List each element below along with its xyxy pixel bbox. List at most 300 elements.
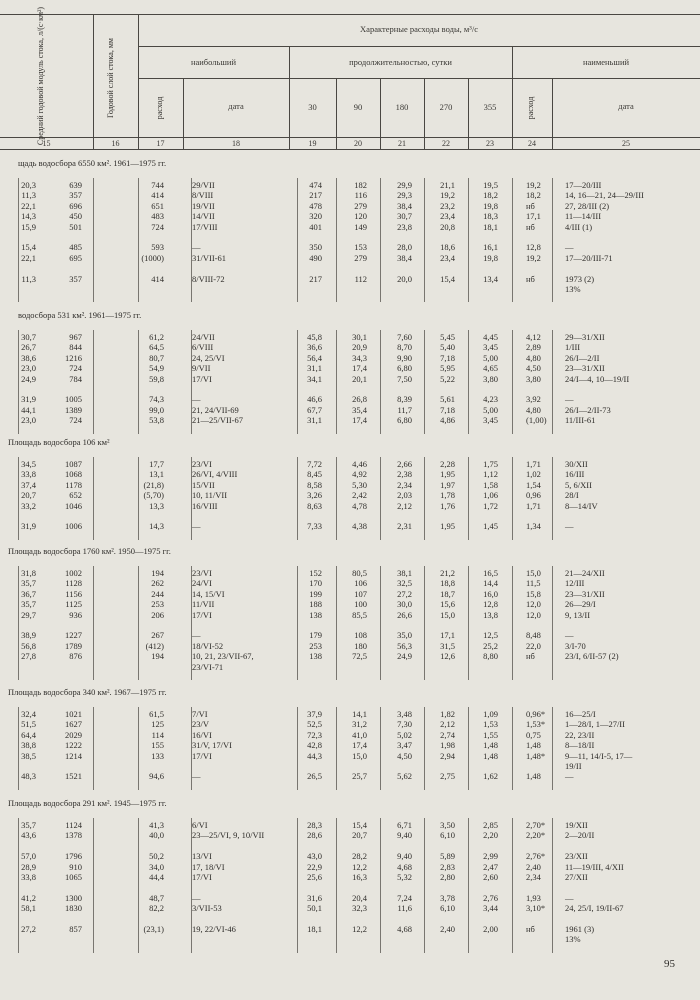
table-cell: 35,4 (352, 404, 367, 415)
table-cell: 6,10 (440, 830, 455, 841)
table-cell: 6/VI (192, 820, 208, 830)
table-cell: 1,54 (526, 479, 541, 490)
table-cell: 30,1 (352, 332, 367, 342)
table-cell: 1002 (65, 568, 82, 578)
section-title: Площадь водосбора 1760 км². 1950—1975 гг. (8, 546, 171, 556)
table-cell: 21,2 (440, 568, 455, 578)
column-rule (512, 178, 513, 302)
table-cell: 50,2 (149, 851, 164, 862)
table-cell: 279 (354, 252, 367, 263)
table-cell: 1,75 (483, 459, 498, 469)
table-cell: 1021 (65, 709, 82, 719)
column-rule (468, 457, 469, 540)
table-cell: 3,47 (397, 740, 412, 751)
table-cell: 27,2 (21, 924, 36, 934)
table-cell: 17,1 (526, 211, 541, 222)
table-cell: 19,8 (483, 200, 498, 211)
table-cell: 43,0 (307, 851, 322, 862)
table-cell: 1830 (65, 903, 82, 914)
table-cell: 27,8 (21, 651, 36, 662)
table-cell: 3,78 (440, 892, 455, 903)
table-cell: 244 (151, 588, 164, 599)
column-rule (552, 818, 553, 953)
table-cell: (5,70) (143, 490, 164, 501)
table-cell: 1961 (3) (565, 924, 595, 934)
table-cell: 21—24/XII (565, 568, 605, 578)
table-cell: 17,4 (352, 740, 367, 751)
table-cell: 1065 (65, 872, 82, 882)
table-cell: 1/III (565, 342, 581, 353)
table-cell: 1227 (65, 630, 82, 641)
table-cell: 8,58 (307, 479, 322, 490)
table-cell: 14, 15/VI (192, 588, 225, 599)
column-rule (552, 457, 553, 540)
table-cell: 19/XII (565, 820, 588, 830)
column-rule (380, 178, 381, 302)
table-cell: 1,71 (526, 459, 541, 469)
table-cell: 23—25/VI, 9, 10/VII (192, 830, 265, 841)
header-vline (138, 14, 139, 149)
table-cell: 1789 (65, 640, 82, 651)
table-cell: 695 (69, 252, 82, 263)
table-cell: 876 (69, 651, 82, 662)
column-rule (336, 566, 337, 680)
column-rule (93, 818, 94, 953)
table-cell: 784 (69, 373, 82, 384)
table-cell: 61,2 (149, 332, 164, 342)
table-cell: — (565, 630, 574, 641)
table-cell: 22, 23/II (565, 729, 595, 740)
table-cell: 16,5 (483, 568, 498, 578)
table-cell: 1222 (65, 740, 82, 751)
table-cell: 1124 (65, 820, 82, 830)
table-cell: 18,6 (440, 242, 455, 253)
table-cell: 31,9 (21, 521, 36, 532)
table-cell: 1378 (65, 830, 82, 841)
table-cell: 51,5 (21, 719, 36, 730)
table-cell: 149 (354, 221, 367, 232)
table-cell: 8,48 (526, 630, 541, 641)
table-cell: 279 (354, 200, 367, 211)
table-cell: 138 (309, 651, 322, 662)
table-cell: 41,3 (149, 820, 164, 830)
table-cell: (23,1) (143, 924, 164, 934)
table-cell: 4,50 (397, 750, 412, 761)
table-cell: 44,3 (307, 750, 322, 761)
column-rule (336, 178, 337, 302)
table-cell: 17/VI (192, 373, 212, 384)
table-cell: 24, 25/VI (192, 352, 225, 363)
table-cell: 20,7 (21, 490, 36, 501)
table-cell: 4,86 (440, 415, 455, 426)
table-cell: 20,3 (21, 180, 36, 190)
header-d180: 180 (395, 102, 409, 112)
table-cell: 31/VII-61 (192, 252, 226, 263)
table-cell: 2,75 (440, 771, 455, 782)
table-cell: 16/VI (192, 729, 212, 740)
table-cell: нб (526, 221, 535, 232)
table-cell: 10, 11/VII (192, 490, 228, 501)
table-cell: 4,80 (526, 404, 541, 415)
table-cell: 30/XII (565, 459, 588, 469)
column-rule (424, 178, 425, 302)
column-rule (552, 330, 553, 434)
table-cell: 2,83 (440, 861, 455, 872)
table-cell: 474 (309, 180, 322, 190)
table-cell: 53,8 (149, 415, 164, 426)
table-cell: 490 (309, 252, 322, 263)
column-rule (138, 818, 139, 953)
table-cell: 414 (151, 273, 164, 284)
table-cell: 1—28/I, 1—27/II (565, 719, 625, 730)
table-cell: 58,1 (21, 903, 36, 914)
table-cell: 125 (151, 719, 164, 730)
table-cell: 17,1 (440, 630, 455, 641)
table-cell: 194 (151, 568, 164, 578)
table-cell: 1,45 (483, 521, 498, 532)
table-cell: 2,34 (397, 479, 412, 490)
table-cell: 38,8 (21, 740, 36, 751)
table-cell: 12,8 (483, 599, 498, 610)
table-cell: 34,0 (149, 861, 164, 872)
table-cell: нб (526, 200, 535, 211)
table-cell: 1006 (65, 521, 82, 532)
table-cell: 48,3 (21, 771, 36, 782)
table-cell: 7,72 (307, 459, 322, 469)
header-max-date: дата (228, 101, 244, 111)
table-cell: 41,0 (352, 729, 367, 740)
table-cell: 5,40 (440, 342, 455, 353)
table-cell: 20,8 (440, 221, 455, 232)
table-cell: 28/I (565, 490, 579, 501)
column-rule (18, 707, 19, 790)
column-rule (380, 707, 381, 790)
table-cell: 7,18 (440, 352, 455, 363)
table-cell: 16—25/I (565, 709, 596, 719)
table-cell: 7,33 (307, 521, 322, 532)
table-cell: 12,8 (526, 242, 541, 253)
table-cell: 34,3 (352, 352, 367, 363)
table-cell: — (192, 394, 201, 405)
table-cell: 1,98 (440, 740, 455, 751)
table-cell: 8/VIII-72 (192, 273, 225, 284)
table-cell: 253 (151, 599, 164, 610)
table-cell: 3,45 (483, 415, 498, 426)
table-cell: 72,3 (307, 729, 322, 740)
table-cell: 1005 (65, 394, 82, 405)
table-cell: 8,70 (397, 342, 412, 353)
table-cell: 2,94 (440, 750, 455, 761)
table-cell: 38,4 (397, 252, 412, 263)
table-cell: 34,5 (21, 459, 36, 469)
column-number: 15 (42, 139, 51, 148)
table-cell: 38,5 (21, 750, 36, 761)
table-cell: 31,9 (21, 394, 36, 405)
table-cell: 22,9 (307, 861, 322, 872)
header-d270: 270 (439, 102, 453, 112)
table-cell: 22,1 (21, 200, 36, 211)
table-cell: 106 (354, 578, 367, 589)
table-cell: 651 (151, 200, 164, 211)
column-rule (468, 566, 469, 680)
table-cell: — (565, 394, 574, 405)
table-cell: 8—14/IV (565, 500, 598, 511)
table-cell: 15,6 (440, 599, 455, 610)
table-cell: 5,00 (483, 404, 498, 415)
section-title: водосбора 531 км². 1961—1975 гг. (18, 310, 142, 320)
table-cell: 4,78 (352, 500, 367, 511)
column-rule (512, 566, 513, 680)
table-cell: 46,6 (307, 394, 322, 405)
table-cell: 2,34 (526, 872, 541, 882)
table-cell: 37,4 (21, 479, 36, 490)
table-cell: 24/I—4, 10—19/II (565, 373, 630, 384)
table-cell: 15,0 (526, 568, 541, 578)
table-cell: 152 (309, 568, 322, 578)
table-cell: 1128 (65, 578, 82, 589)
table-cell: 43,6 (21, 830, 36, 841)
table-cell: 3,50 (440, 820, 455, 830)
column-rule (380, 457, 381, 540)
table-cell: 1,93 (526, 892, 541, 903)
table-cell: 2,74 (440, 729, 455, 740)
table-cell: 41,2 (21, 892, 36, 903)
table-cell: 85,5 (352, 609, 367, 620)
table-cell: 5,45 (440, 332, 455, 342)
table-cell: 1,09 (483, 709, 498, 719)
header-char-title: Характерные расходы воды, м³/с (360, 24, 478, 34)
table-cell: 357 (69, 273, 82, 284)
table-cell: 22,0 (526, 640, 541, 651)
table-cell: 350 (309, 242, 322, 253)
table-cell: 27,2 (397, 588, 412, 599)
table-cell: 29—31/XII (565, 332, 605, 342)
table-cell: 52,5 (307, 719, 322, 730)
column-number: 25 (622, 139, 630, 148)
table-cell: 194 (151, 651, 164, 662)
table-cell: 29,3 (397, 190, 412, 201)
table-cell: 6,80 (397, 363, 412, 374)
table-cell: 72,5 (352, 651, 367, 662)
table-cell: 1046 (65, 500, 82, 511)
table-cell: — (565, 892, 574, 903)
table-cell: 188 (309, 599, 322, 610)
table-cell: 414 (151, 190, 164, 201)
table-cell: 2,03 (397, 490, 412, 501)
column-rule (512, 818, 513, 953)
table-cell: 61,5 (149, 709, 164, 719)
column-rule (93, 330, 94, 434)
table-cell: 26/I—2/II (565, 352, 600, 363)
table-cell: (412) (145, 640, 164, 651)
table-cell: 11—19/III, 4/XII (565, 861, 624, 872)
table-cell: 45,8 (307, 332, 322, 342)
table-cell: 1,02 (526, 469, 541, 480)
table-cell: 5, 6/XII (565, 479, 592, 490)
table-cell: 17,4 (352, 363, 367, 374)
table-cell: 16/III (565, 469, 585, 480)
table-cell: 44,4 (149, 872, 164, 882)
table-cell: 9/VII (192, 363, 211, 374)
table-cell: 116 (354, 190, 367, 201)
table-cell: 639 (69, 180, 82, 190)
table-cell: 1796 (65, 851, 82, 862)
header-min-rate: расход (526, 96, 535, 120)
table-cell: 38,4 (397, 200, 412, 211)
table-cell: 262 (151, 578, 164, 589)
table-cell: 2,66 (397, 459, 412, 469)
table-cell: 23/XII (565, 851, 588, 862)
table-cell: 15,4 (440, 273, 455, 284)
table-cell: 13,1 (149, 469, 164, 480)
table-cell: 15,9 (21, 221, 36, 232)
table-cell: 27, 28/III (2) (565, 200, 610, 211)
table-cell: 14/VII (192, 211, 215, 222)
table-cell: 724 (69, 415, 82, 426)
header-bottom-rule (0, 149, 700, 150)
table-cell: 1,48 (483, 740, 498, 751)
column-rule (138, 178, 139, 302)
column-rule (18, 818, 19, 953)
column-rule (424, 707, 425, 790)
table-cell: 182 (354, 180, 367, 190)
column-rule (468, 178, 469, 302)
column-rule (552, 178, 553, 302)
table-cell: 2,20 (483, 830, 498, 841)
table-cell: 2,85 (483, 820, 498, 830)
table-cell: 18,8 (440, 578, 455, 589)
table-cell: 20,1 (352, 373, 367, 384)
column-rule (138, 566, 139, 680)
table-cell: 31,1 (307, 363, 322, 374)
table-cell: 23,4 (440, 211, 455, 222)
table-cell: 23,2 (440, 200, 455, 211)
table-cell: 9,90 (397, 352, 412, 363)
table-cell: 6/VIII (192, 342, 214, 353)
table-cell: 5,00 (483, 352, 498, 363)
column-rule (424, 566, 425, 680)
table-cell: 1,95 (440, 469, 455, 480)
table-cell: 19/VII (192, 200, 215, 211)
section-title: Площадь водосбора 106 км² (8, 437, 110, 447)
table-cell: 967 (69, 332, 82, 342)
table-cell: 35,0 (397, 630, 412, 641)
table-cell: 1,58 (483, 479, 498, 490)
table-cell: 6,71 (397, 820, 412, 830)
table-cell: 114 (151, 729, 164, 740)
table-cell: 1,53* (526, 719, 546, 730)
table-cell: — (192, 630, 201, 641)
table-cell: 4,92 (352, 469, 367, 480)
column-rule (512, 707, 513, 790)
table-cell: 179 (309, 630, 322, 641)
table-cell: 1,06 (483, 490, 498, 501)
table-cell: 38,1 (397, 568, 412, 578)
column-number: 20 (354, 139, 362, 148)
table-cell: 19,2 (526, 180, 541, 190)
table-cell: 17/VI (192, 609, 212, 620)
table-cell: 5,32 (397, 872, 412, 882)
table-cell: нб (526, 924, 535, 934)
table-cell: 56,3 (397, 640, 412, 651)
table-cell: 12,0 (526, 599, 541, 610)
table-cell: 54,9 (149, 363, 164, 374)
table-cell: 32,3 (352, 903, 367, 914)
table-cell: 37,9 (307, 709, 322, 719)
table-cell: 267 (151, 630, 164, 641)
table-cell: 910 (69, 861, 82, 872)
table-cell: 31,2 (352, 719, 367, 730)
table-cell: — (565, 521, 574, 532)
table-cell: 28,2 (352, 851, 367, 862)
table-cell: 31,1 (307, 415, 322, 426)
table-cell: 450 (69, 211, 82, 222)
column-rule (297, 707, 298, 790)
table-cell: 17—20/III (565, 180, 602, 190)
table-cell: 23,4 (440, 252, 455, 263)
column-rule (336, 707, 337, 790)
table-cell: 17—20/III-71 (565, 252, 613, 263)
table-cell: 28,3 (307, 820, 322, 830)
table-cell: 23—31/XII (565, 363, 605, 374)
column-number: 16 (111, 139, 120, 148)
column-rule (512, 330, 513, 434)
table-cell: 35,7 (21, 578, 36, 589)
table-cell: 217 (309, 190, 322, 201)
table-cell: 64,5 (149, 342, 164, 353)
table-cell: 18,1 (483, 221, 498, 232)
table-cell: 23,8 (397, 221, 412, 232)
table-cell: 1,97 (440, 479, 455, 490)
table-cell: 724 (151, 221, 164, 232)
table-cell: 28,6 (307, 830, 322, 841)
table-cell: 42,8 (307, 740, 322, 751)
table-cell: 652 (69, 490, 82, 501)
table-cell: 57,0 (21, 851, 36, 862)
table-cell: 1214 (65, 750, 82, 761)
table-cell: 1,12 (483, 469, 498, 480)
table-cell: 1,78 (440, 490, 455, 501)
table-cell: 19,5 (483, 180, 498, 190)
table-cell: 29,9 (397, 180, 412, 190)
table-cell: 35,7 (21, 599, 36, 610)
table-cell: 99,0 (149, 404, 164, 415)
table-cell: 26/VI, 4/VIII (192, 469, 238, 480)
table-cell: 20,9 (352, 342, 367, 353)
column-rule (18, 178, 19, 302)
table-cell: 2,42 (352, 490, 367, 501)
table-cell: 21, 24/VII-69 (192, 404, 239, 415)
table-cell: 478 (309, 200, 322, 211)
table-cell: 36,7 (21, 588, 36, 599)
table-cell: 18,1 (307, 924, 322, 934)
table-cell: 4,46 (352, 459, 367, 469)
table-cell: 3,10* (526, 903, 546, 914)
table-cell: 1521 (65, 771, 82, 782)
table-cell: 33,2 (21, 500, 36, 511)
table-cell: 26,8 (352, 394, 367, 405)
table-cell: — (565, 771, 574, 782)
table-cell: 23,0 (21, 363, 36, 374)
table-cell: 3,80 (526, 373, 541, 384)
table-cell: — (192, 521, 201, 532)
column-rule (336, 330, 337, 434)
table-cell: 15,4 (21, 242, 36, 253)
table-cell: 27/XII (565, 872, 588, 882)
column-rule (297, 178, 298, 302)
table-cell: 6,80 (397, 415, 412, 426)
table-cell: 31,5 (440, 640, 455, 651)
